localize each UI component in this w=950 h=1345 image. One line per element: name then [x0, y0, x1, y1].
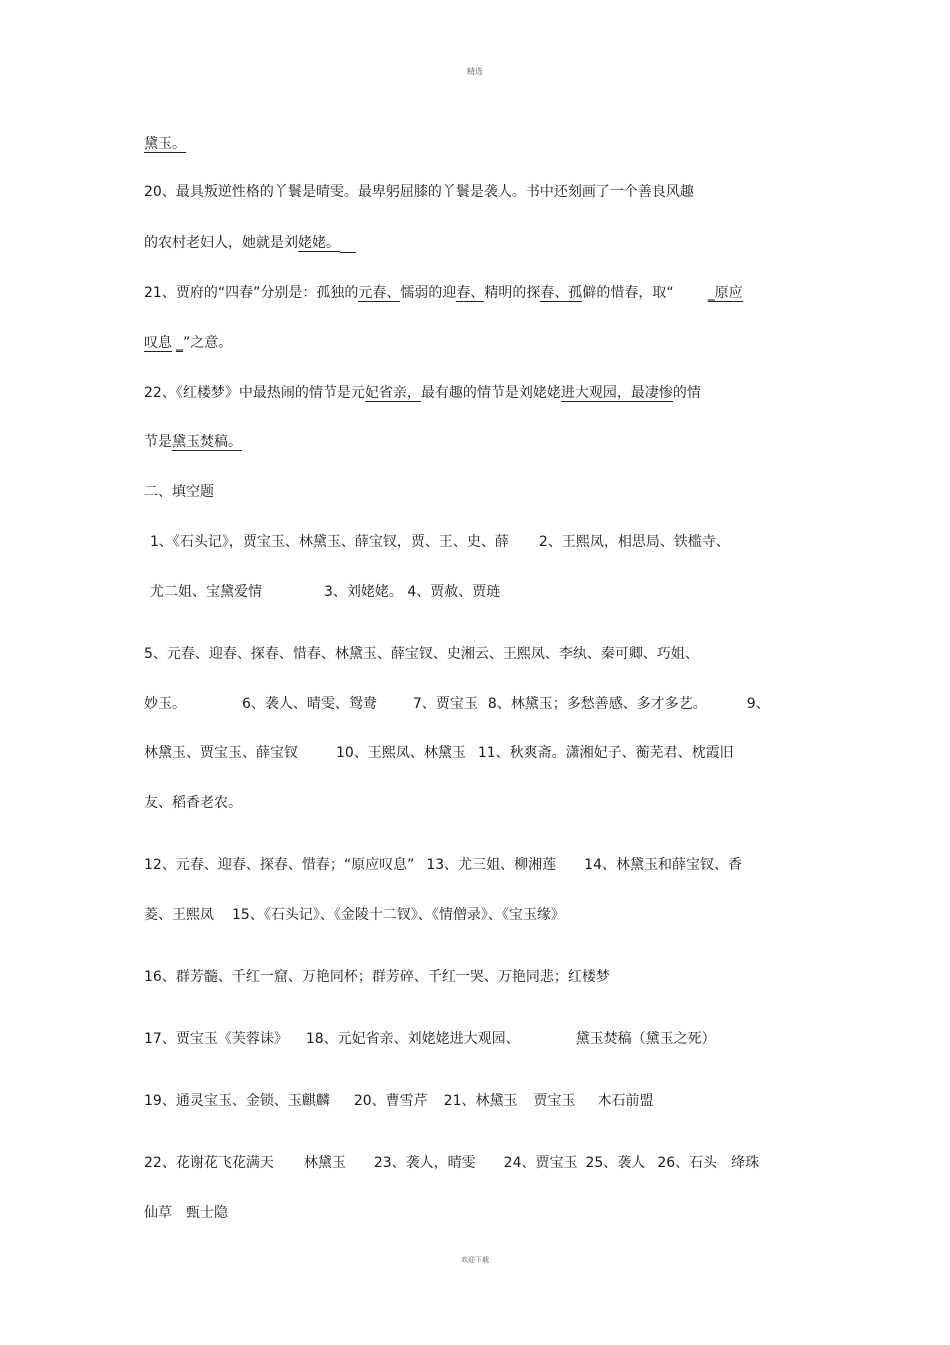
- text-line: 20、最具叛逆性格的丫鬟是晴雯。最卑躬屈膝的丫鬟是袭人。书中还刻画了一个善良风趣: [144, 184, 694, 200]
- answer-line: 12、元春、迎春、探春、惜春；“原应叹息” 13、尤三姐、柳湘莲 14、林黛玉和薛宝钗、香: [144, 857, 742, 873]
- answer-line: 1、《石头记》，贾宝玉、林黛玉、薛宝钗，贾、王、史、薛 2、王熙凤，相思局、铁槛寺、: [150, 534, 730, 550]
- answer-line: 17、贾宝玉《芙蓉诔》 18、元妃省亲、刘姥姥进大观园、 黛玉焚稿（黛玉之死）: [144, 1031, 716, 1047]
- answer-line: 19、通灵宝玉、金锁、玉麒麟 20、曹雪芹 21、林黛玉 贾宝玉 木石前盟: [144, 1093, 654, 1109]
- answer-line: 16、群芳髓、千红一窟、万艳同杯；群芳碎、千红一哭、万艳同悲；红楼梦: [144, 969, 610, 985]
- answer-line: 友、稻香老农。: [144, 795, 242, 811]
- text-line: 21、贾府的“四春”分别是：孤独的元春、懦弱的迎春、精明的探春、孤僻的惜春，取“ _原应: [144, 285, 743, 301]
- text-line: 叹息 _”之意。: [144, 335, 233, 351]
- answer-line: 仙草 甄士隐: [144, 1205, 228, 1221]
- page-header: 精选: [467, 67, 483, 76]
- text-line: 的农村老妇人，她就是刘姥姥。: [144, 234, 356, 253]
- answer-line: 菱、王熙凤 15、《石头记》、《金陵十二钗》、《情僧录》、《宝玉缘》: [144, 907, 565, 923]
- page-footer: 欢迎下载: [461, 1256, 489, 1264]
- text-line: 节是黛玉焚稿。: [144, 434, 242, 450]
- section-heading: 二、填空题: [144, 484, 214, 500]
- answer-line: 尤二姐、宝黛爱情 3、刘姥姥。 4、贾赦、贾琏: [150, 584, 501, 600]
- answer-line: 5、元春、迎春、探春、惜春、林黛玉、薛宝钗、史湘云、王熙凤、李纨、秦可卿、巧姐、: [144, 646, 699, 662]
- answer-line: 22、花谢花飞花满天 林黛玉 23、袭人，晴雯 24、贾宝玉 25、袭人 26、石头 绛珠: [144, 1155, 760, 1171]
- text-line: 22、《红楼梦》中最热闹的情节是元妃省亲，最有趣的情节是刘姥姥进大观园，最凄惨的情: [144, 385, 701, 401]
- answer-line: 妙玉。 6、袭人、晴雯、鸳鸯 7、贾宝玉 8、林黛玉；多愁善感、多才多艺。 9、: [144, 696, 770, 712]
- answer-line: 林黛玉、贾宝玉、薛宝钗 10、王熙凤、林黛玉 11、秋爽斋。潇湘妃子、蘅芜君、枕霞旧: [144, 745, 734, 761]
- text-line: 黛玉。: [144, 136, 186, 152]
